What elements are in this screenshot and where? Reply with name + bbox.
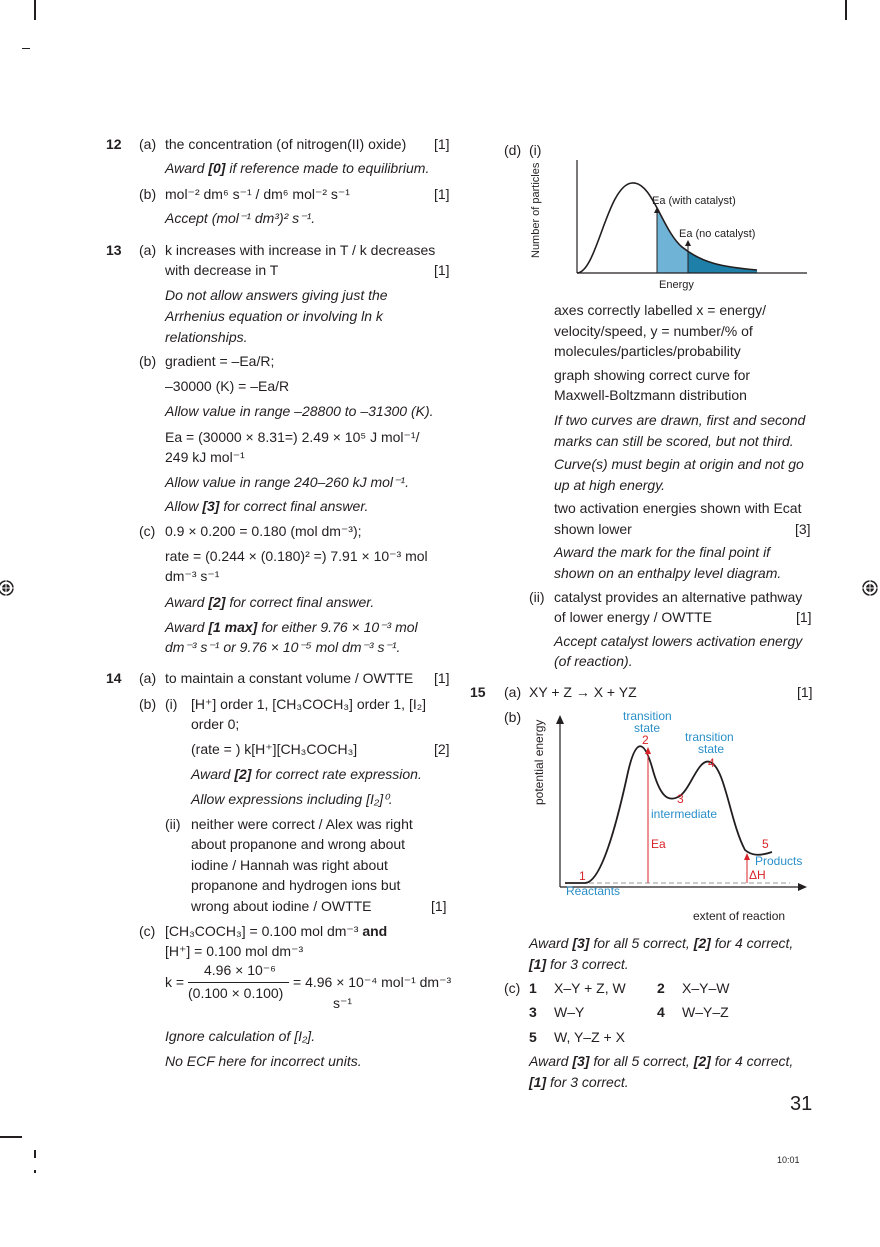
- marking-note: [1] for 3 correct.: [529, 956, 629, 972]
- mark: [1]: [434, 186, 450, 202]
- answer-text: of lower energy / OWTTE: [554, 609, 712, 625]
- transition-state-label: transition: [685, 730, 734, 744]
- equation-lhs: k =: [165, 974, 185, 990]
- question-number: 13: [106, 242, 122, 258]
- item-text: W, Y–Z + X: [554, 1029, 625, 1045]
- mark: [1]: [434, 262, 450, 278]
- mark: [2]: [434, 741, 450, 757]
- marking-note: Award [3] for all 5 correct, [2] for 4 correct,: [529, 935, 794, 951]
- marking-note: dm⁻³ s⁻¹ or 9.76 × 10⁻⁵ mol dm⁻³ s⁻¹.: [165, 639, 401, 655]
- marking-note: Allow value in range 240–260 kJ mol⁻¹.: [165, 474, 409, 490]
- answer-text: [H⁺] = 0.100 mol dm⁻³: [165, 943, 304, 959]
- marking-note: Ignore calculation of [I₂].: [165, 1028, 316, 1044]
- answer-text: neither were correct / Alex was right: [191, 816, 413, 832]
- answer-text: Maxwell-Boltzmann distribution: [554, 387, 747, 403]
- part-label: (b): [139, 186, 157, 202]
- ea-label: Ea: [651, 837, 666, 851]
- registration-mark-icon: [860, 578, 880, 598]
- answer-text: shown lower: [554, 521, 632, 537]
- marking-note: up at high energy.: [554, 477, 666, 493]
- marking-note: Accept (mol⁻¹ dm³)² s⁻¹.: [165, 210, 316, 226]
- item-number: 5: [529, 1029, 537, 1045]
- question-number: 12: [106, 136, 122, 152]
- fraction-denominator: (0.100 × 0.100): [188, 985, 284, 1001]
- question-number: 15: [470, 684, 486, 700]
- crop-mark: [34, 1150, 36, 1158]
- timestamp: 10:01: [777, 1155, 800, 1165]
- ea-no-catalyst-label: Ea (no catalyst): [679, 228, 756, 240]
- point-number: 3: [677, 792, 684, 806]
- mark: [1]: [434, 136, 450, 152]
- answer-text: order 0;: [191, 716, 240, 732]
- subpart-label: (i): [529, 142, 542, 158]
- part-label: (b): [504, 709, 522, 725]
- answer-text: (rate = ) k[H⁺][CH₃COCH₃]: [191, 741, 358, 757]
- maxwell-boltzmann-graph: [552, 155, 812, 295]
- item-text: X–Y + Z, W: [554, 980, 626, 996]
- marking-note: Allow value in range –28800 to –31300 (K).: [165, 403, 434, 419]
- fraction-numerator: 4.96 × 10⁻⁶: [204, 962, 276, 978]
- marking-note: Allow [3] for correct final answer.: [165, 498, 369, 514]
- products-label: Products: [755, 854, 803, 868]
- subpart-label: (i): [165, 696, 178, 712]
- arrow-up-icon: [556, 715, 564, 724]
- x-axis-label: Energy: [659, 279, 694, 291]
- marking-note: Award [0] if reference made to equilibrium.: [165, 160, 430, 176]
- part-label: (a): [139, 670, 157, 686]
- marking-note: Award [3] for all 5 correct, [2] for 4 correct,: [529, 1053, 794, 1069]
- item-text: W–Y: [554, 1004, 585, 1020]
- answer-text: k increases with increase in T / k decreases: [165, 242, 436, 258]
- subpart-label: (ii): [165, 816, 181, 832]
- transition-state-label: transition: [623, 709, 672, 723]
- arrow-up-icon: [744, 853, 750, 860]
- answer-text: [H⁺] order 1, [CH₃COCH₃] order 1, [I₂]: [191, 696, 427, 712]
- answer-text: molecules/particles/probability: [554, 343, 741, 359]
- y-axis-label: potential energy: [532, 719, 546, 805]
- answer-text: about propanone and wrong about: [191, 836, 406, 852]
- marking-note: Award [2] for correct final answer.: [165, 594, 375, 610]
- part-label: (c): [504, 980, 521, 996]
- answer-text: propanone and hydrogen ions but: [191, 877, 401, 893]
- crop-mark: [845, 0, 847, 20]
- marking-note: Accept catalyst lowers activation energy: [554, 633, 803, 649]
- crop-mark: [34, 1170, 36, 1173]
- marking-note: marks can still be scored, but not third.: [554, 433, 794, 449]
- marking-note: Curve(s) must begin at origin and not go: [554, 456, 804, 472]
- part-label: (b): [139, 353, 157, 369]
- point-number: 4: [708, 756, 715, 770]
- marking-note: (of reaction).: [554, 653, 633, 669]
- marking-note: Award [1 max] for either 9.76 × 10⁻³ mol: [165, 619, 418, 635]
- marking-note: Allow expressions including [I₂]⁰.: [191, 791, 393, 807]
- answer-text: Ea = (30000 × 8.31=) 2.49 × 10⁵ J mol⁻¹/: [165, 429, 420, 445]
- transition-state-label: state: [698, 742, 725, 756]
- answer-text: dm⁻³ s⁻¹: [165, 568, 220, 584]
- part-label: (a): [504, 684, 522, 700]
- mark: [3]: [795, 521, 811, 537]
- answer-text: with decrease in T: [165, 262, 279, 278]
- registration-mark-icon: [0, 578, 16, 598]
- answer-text: 0.9 × 0.200 = 0.180 (mol dm⁻³);: [165, 523, 362, 539]
- ea-catalyst-label: Ea (with catalyst): [652, 195, 736, 207]
- point-number: 1: [579, 869, 586, 883]
- part-label: (a): [139, 242, 157, 258]
- crop-mark: [0, 1136, 22, 1138]
- answer-text: [CH₃COCH₃] = 0.100 mol dm⁻³ and: [165, 923, 388, 939]
- item-number: 4: [657, 1004, 665, 1020]
- answer-text: XY + Z → X + YZ: [529, 684, 637, 700]
- answer-text: to maintain a constant volume / OWTTE: [165, 670, 414, 686]
- marking-note: Award [2] for correct rate expression.: [191, 766, 422, 782]
- answer-text: catalyst provides an alternative pathway: [554, 589, 803, 605]
- marking-note: Arrhenius equation or involving ln k: [165, 308, 383, 324]
- question-number: 14: [106, 670, 122, 686]
- marking-note: No ECF here for incorrect units.: [165, 1053, 362, 1069]
- marking-note: [1] for 3 correct.: [529, 1074, 629, 1090]
- item-number: 3: [529, 1004, 537, 1020]
- answer-text: two activation energies shown with Ecat: [554, 500, 802, 516]
- answer-text: the concentration (of nitrogen(II) oxide): [165, 136, 407, 152]
- answer-text: iodine / Hannah was right about: [191, 857, 388, 873]
- answer-text: wrong about iodine / OWTTE: [191, 898, 372, 914]
- mark: [1]: [796, 609, 812, 625]
- part-label: (c): [139, 523, 156, 539]
- mark: [1]: [434, 670, 450, 686]
- part-label: (c): [139, 923, 156, 939]
- mark: [1]: [797, 684, 813, 700]
- y-axis-label: Number of particles: [530, 162, 542, 258]
- equation-rhs-units: s⁻¹: [333, 995, 353, 1011]
- item-number: 2: [657, 980, 665, 996]
- marking-note: Do not allow answers giving just the: [165, 287, 388, 303]
- point-number: 5: [762, 837, 769, 851]
- answer-text: rate = (0.244 × (0.180)² =) 7.91 × 10⁻³ mol: [165, 548, 428, 564]
- part-label: (a): [139, 136, 157, 152]
- subpart-label: (ii): [529, 589, 545, 605]
- item-number: 1: [529, 980, 537, 996]
- page-number: 31: [790, 1093, 813, 1115]
- point-number: 2: [642, 733, 649, 747]
- crop-mark: [34, 0, 36, 20]
- marking-note: Award the mark for the final point if: [554, 544, 771, 560]
- answer-text: graph showing correct curve for: [554, 367, 751, 383]
- intermediate-label: intermediate: [651, 807, 718, 821]
- crop-mark: [22, 48, 30, 49]
- marking-note: If two curves are drawn, first and second: [554, 412, 806, 428]
- transition-state-label: state: [634, 721, 661, 735]
- answer-text: –30000 (K) = –Ea/R: [165, 378, 290, 394]
- answer-text: velocity/speed, y = number/% of: [554, 323, 753, 339]
- item-text: W–Y–Z: [682, 1004, 729, 1020]
- answer-text: 249 kJ mol⁻¹: [165, 449, 245, 465]
- reactants-label: Reactants: [566, 884, 621, 898]
- marking-note: relationships.: [165, 329, 248, 345]
- mark: [1]: [431, 898, 447, 914]
- answer-text: gradient = –Ea/R;: [165, 353, 275, 369]
- delta-h-label: ΔH: [749, 868, 766, 882]
- arrow-right-icon: [798, 883, 807, 891]
- item-text: X–Y–W: [682, 980, 730, 996]
- part-label: (d): [504, 142, 522, 158]
- answer-text: mol⁻² dm⁶ s⁻¹ / dm⁶ mol⁻² s⁻¹: [165, 186, 350, 202]
- equation-rhs: = 4.96 × 10⁻⁴ mol⁻¹ dm⁻³: [293, 974, 452, 990]
- marking-note: shown on an enthalpy level diagram.: [554, 565, 782, 581]
- part-label: (b): [139, 696, 157, 712]
- x-axis-label: extent of reaction: [693, 909, 786, 923]
- answer-text: axes correctly labelled x = energy/: [554, 302, 767, 318]
